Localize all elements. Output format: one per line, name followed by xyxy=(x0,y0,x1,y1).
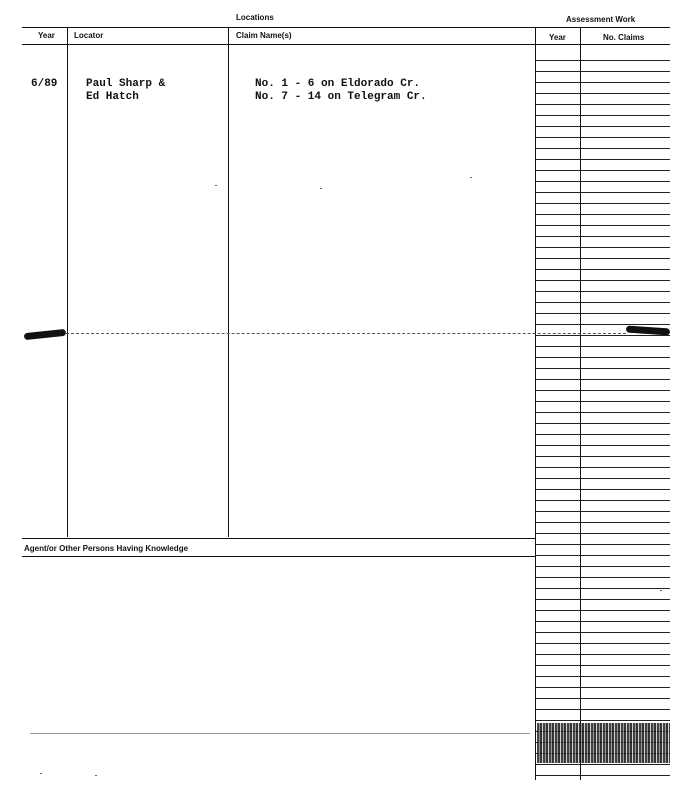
ledger-rule xyxy=(536,137,670,138)
locations-heading: Locations xyxy=(236,13,274,22)
ledger-rule xyxy=(536,456,670,457)
ledger-rule xyxy=(536,588,670,589)
scan-noise-block xyxy=(537,723,670,763)
ledger-rule xyxy=(536,258,670,259)
ledger-rule xyxy=(536,60,670,61)
header-top-rule xyxy=(22,27,670,28)
entry-year: 6/89 xyxy=(31,78,58,90)
ledger-rule xyxy=(536,643,670,644)
col-header-assess-year: Year xyxy=(549,33,566,42)
ledger-rule xyxy=(536,269,670,270)
speck xyxy=(660,590,662,591)
ledger-rule xyxy=(536,467,670,468)
ledger-rule xyxy=(536,632,670,633)
ledger-rule xyxy=(536,379,670,380)
divider-assess-year-claims xyxy=(580,27,581,780)
agent-section-label: Agent/or Other Persons Having Knowledge xyxy=(24,544,189,553)
assessment-work-heading: Assessment Work xyxy=(566,15,636,24)
col-header-claim-names: Claim Name(s) xyxy=(236,31,292,40)
ledger-rule xyxy=(536,346,670,347)
col-header-no-claims: No. Claims xyxy=(603,33,645,42)
ledger-rule xyxy=(536,368,670,369)
ledger-rule xyxy=(536,566,670,567)
ledger-rule xyxy=(536,104,670,105)
speck xyxy=(320,188,322,189)
ledger-rule xyxy=(536,324,670,325)
ledger-rule xyxy=(536,412,670,413)
ledger-rule xyxy=(536,709,670,710)
ledger-rule xyxy=(536,445,670,446)
ledger-rule xyxy=(536,148,670,149)
col-header-year: Year xyxy=(38,31,55,40)
ledger-rule xyxy=(536,544,670,545)
ledger-rule xyxy=(536,302,670,303)
ledger-rule xyxy=(536,159,670,160)
ledger-rule xyxy=(536,401,670,402)
ledger-rule xyxy=(536,236,670,237)
ledger-rule xyxy=(536,610,670,611)
ledger-rule xyxy=(536,192,670,193)
ledger-rule xyxy=(536,335,670,336)
ledger-rule xyxy=(536,676,670,677)
ledger-rule xyxy=(536,225,670,226)
entry-locator-line1: Paul Sharp & xyxy=(86,78,166,90)
ledger-rule xyxy=(536,357,670,358)
ledger-rule xyxy=(536,126,670,127)
ledger-rule xyxy=(536,71,670,72)
ledger-rule xyxy=(536,775,670,776)
ledger-rule xyxy=(536,434,670,435)
ledger-rule xyxy=(536,390,670,391)
ledger-rule xyxy=(536,423,670,424)
ledger-rule xyxy=(536,291,670,292)
scan-faint-line xyxy=(30,733,530,734)
ledger-rule xyxy=(536,478,670,479)
col-header-locator: Locator xyxy=(74,31,104,40)
speck xyxy=(95,775,97,776)
ledger-rule xyxy=(536,720,670,721)
ledger-rule xyxy=(536,313,670,314)
ledger-rule xyxy=(536,280,670,281)
ledger-rule xyxy=(536,555,670,556)
ledger-rule xyxy=(536,599,670,600)
fold-mark-left xyxy=(24,329,67,340)
ledger-rule xyxy=(536,500,670,501)
divider-year-locator xyxy=(67,27,68,537)
ledger-rule xyxy=(536,170,670,171)
ledger-rule xyxy=(536,214,670,215)
header-bottom-rule xyxy=(22,44,670,45)
ledger-rule xyxy=(536,698,670,699)
ledger-rule xyxy=(536,577,670,578)
agent-section-top-rule xyxy=(22,538,536,539)
ledger-rule xyxy=(536,654,670,655)
ledger-rule xyxy=(536,115,670,116)
divider-claims-assessment xyxy=(535,27,536,780)
entry-claim-line2: No. 7 - 14 on Telegram Cr. xyxy=(255,91,427,103)
divider-locator-claims xyxy=(228,27,229,537)
ledger-rule xyxy=(536,665,670,666)
ledger-rule xyxy=(536,533,670,534)
ledger-rule xyxy=(536,203,670,204)
speck xyxy=(470,177,472,178)
speck xyxy=(215,185,217,186)
entry-locator-line2: Ed Hatch xyxy=(86,91,139,103)
fold-dashed-line xyxy=(66,333,626,334)
ledger-rule xyxy=(536,764,670,765)
ledger-rule xyxy=(536,489,670,490)
ledger-rule xyxy=(536,621,670,622)
ledger-rule xyxy=(536,522,670,523)
ledger-rule xyxy=(536,82,670,83)
ledger-rule xyxy=(536,511,670,512)
ledger-rule xyxy=(536,247,670,248)
ledger-rule xyxy=(536,181,670,182)
agent-section-label-rule xyxy=(22,556,536,557)
ledger-rule xyxy=(536,93,670,94)
speck xyxy=(40,773,42,774)
ledger-rule xyxy=(536,687,670,688)
entry-claim-line1: No. 1 - 6 on Eldorado Cr. xyxy=(255,78,421,90)
